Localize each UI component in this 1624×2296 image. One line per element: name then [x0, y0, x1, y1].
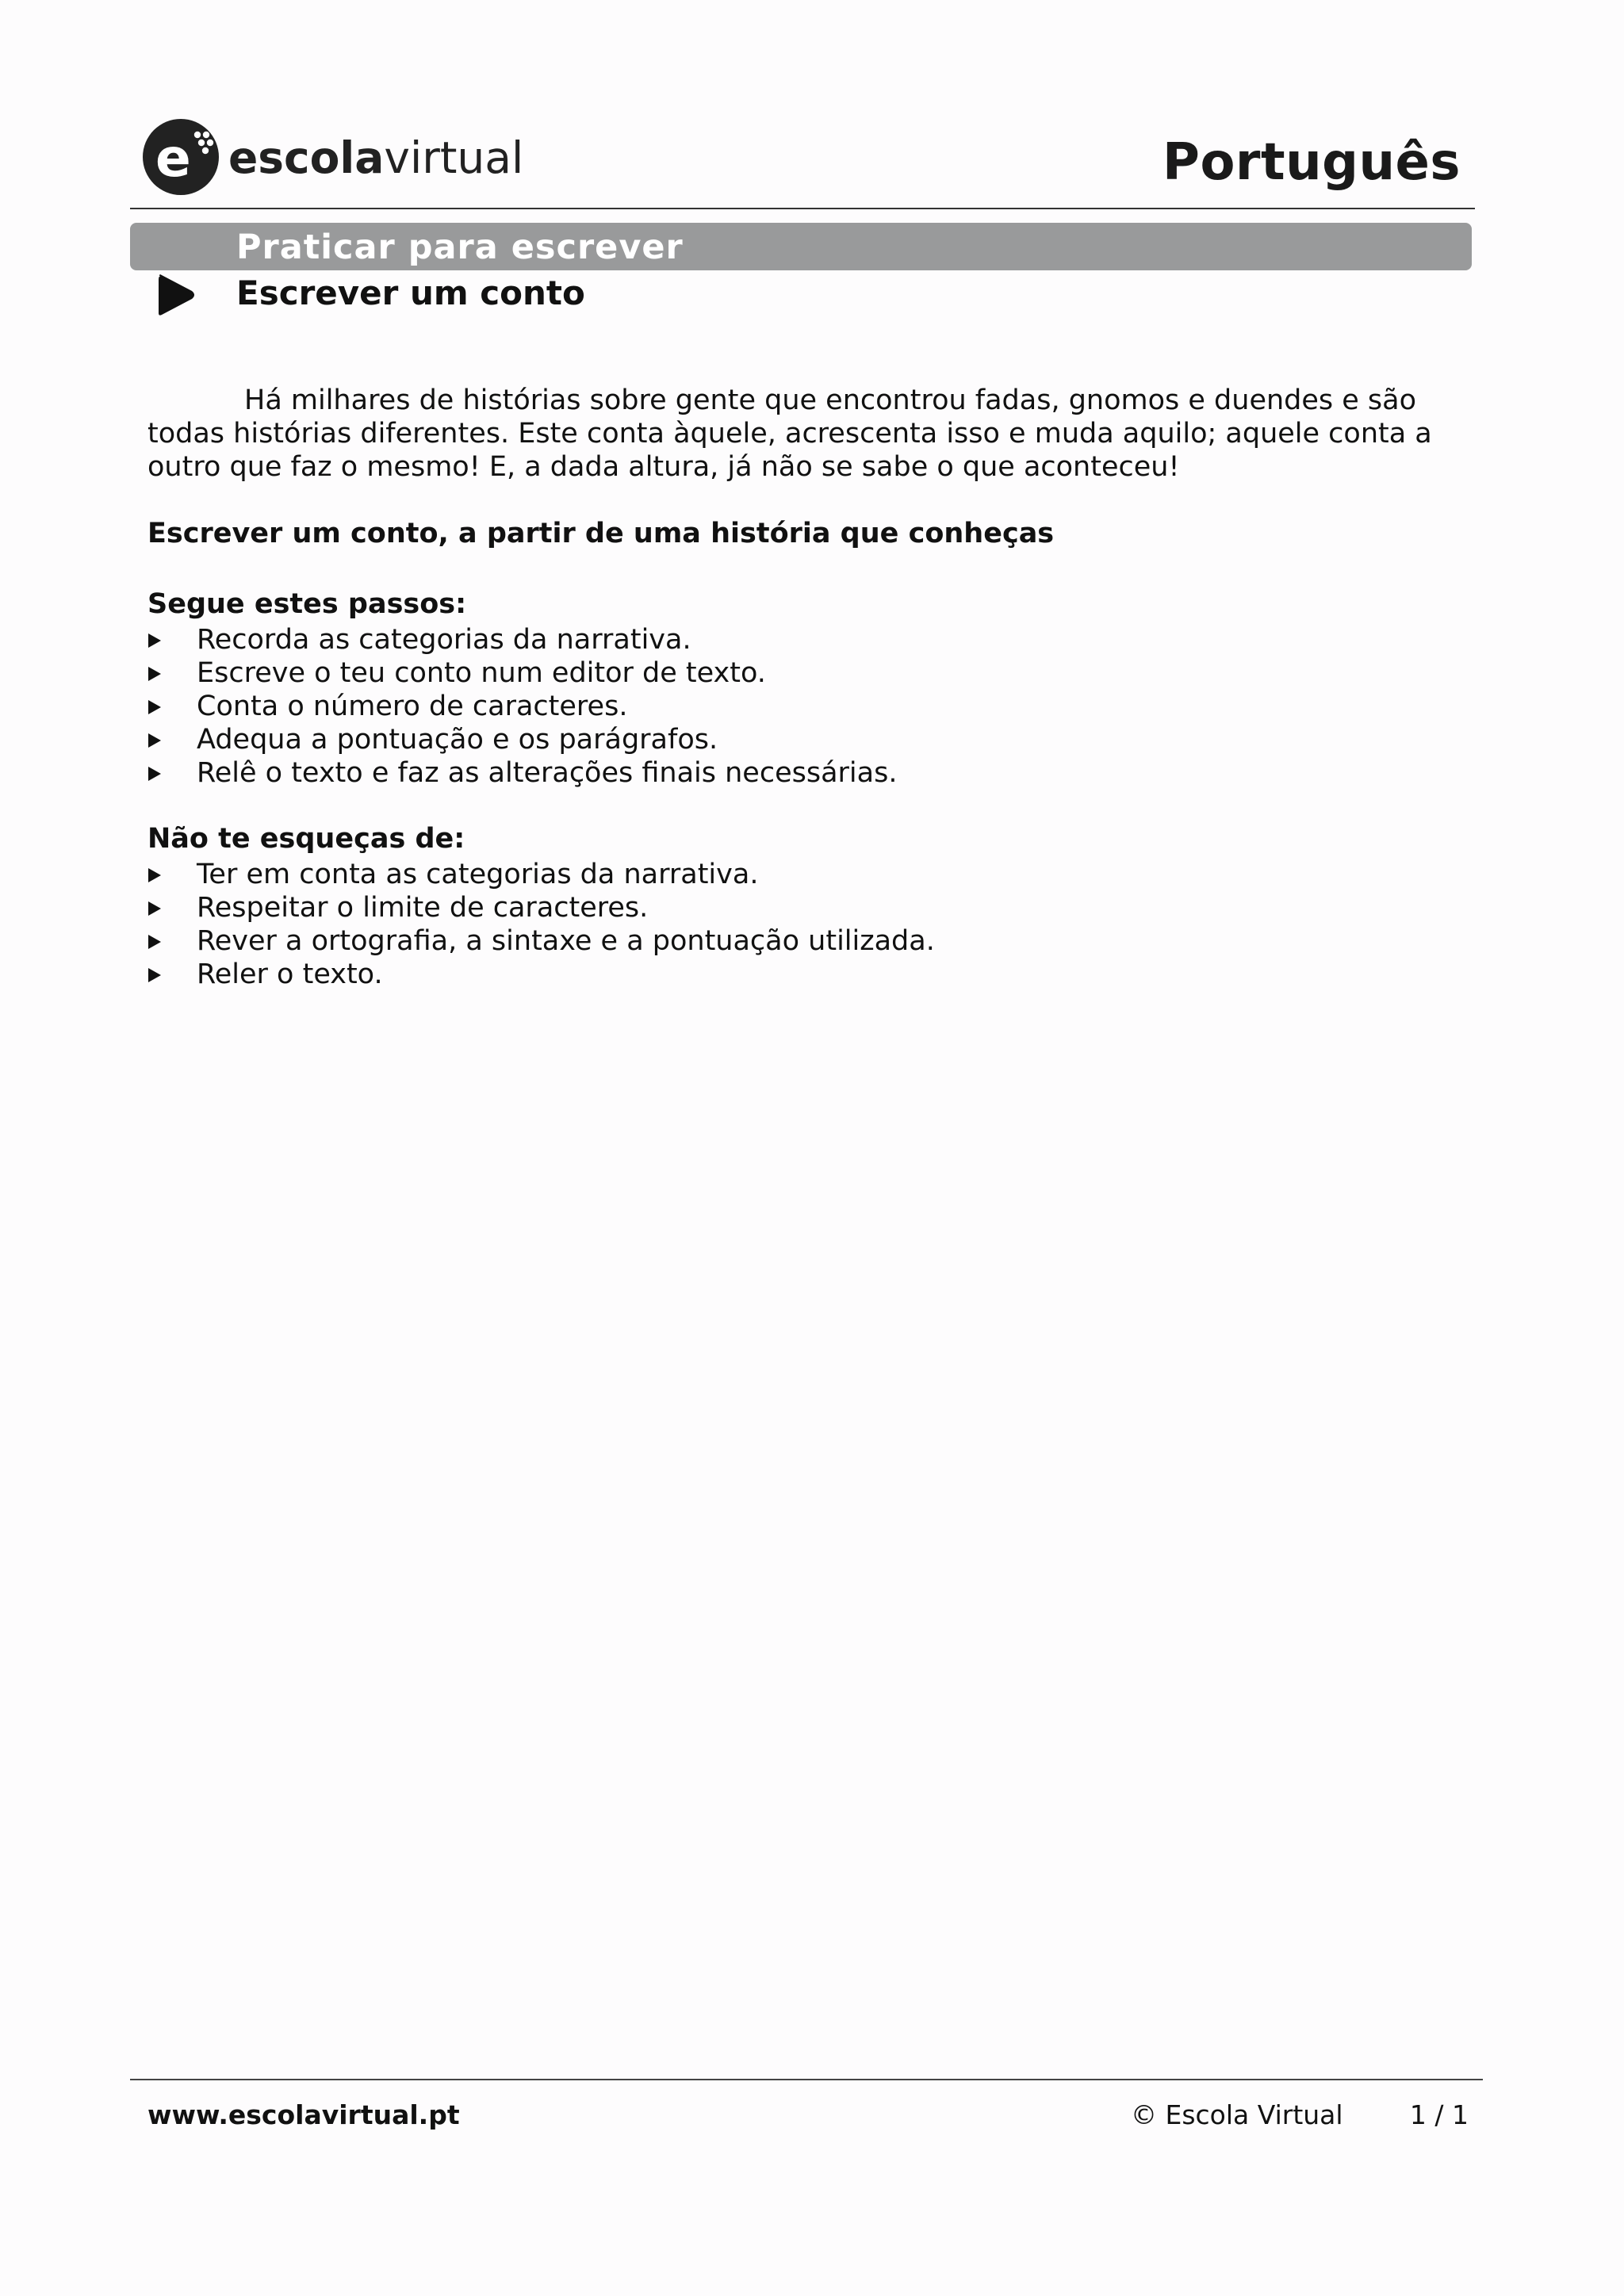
footer-copyright: © Escola Virtual: [1131, 2099, 1343, 2130]
svg-text:escolavirtual: escolavirtual: [228, 132, 524, 183]
reminders-list: [147, 858, 935, 991]
header-divider: [130, 208, 1475, 209]
bullet-arrow-icon: [147, 934, 162, 950]
reminders-heading: Não te esqueças de:: [147, 823, 465, 855]
escolavirtual-logo: [141, 116, 524, 198]
bullet-arrow-icon: [147, 666, 162, 682]
list-item: Adequa a pontuação e os parágrafos.: [147, 723, 897, 756]
bullet-arrow-icon: [147, 633, 162, 649]
list-item: Conta o número de caracteres.: [147, 690, 897, 723]
intro-paragraph: Há milhares de histórias sobre gente que encontrou fadas, gnomos e duendes e são todas histórias diferentes. Este conta àquele, acrescenta isso e muda aquilo; aquele conta a outro que faz o mesmo! E, a dada altura, já não se sabe o que aconteceu!: [147, 385, 1432, 483]
section-label: Praticar para escrever: [236, 228, 684, 267]
page-title: Escrever um conto: [236, 274, 585, 312]
list-item: Reler o texto.: [147, 958, 935, 991]
list-item: Escreve o teu conto num editor de texto.: [147, 656, 897, 690]
bullet-arrow-icon: [147, 733, 162, 748]
list-item: Recorda as categorias da narrativa.: [147, 623, 897, 656]
list-item: Rever a ortografia, a sintaxe e a pontuação utilizada.: [147, 924, 935, 958]
footer-divider: [130, 2079, 1483, 2080]
bullet-arrow-icon: [147, 901, 162, 916]
steps-heading: Segue estes passos:: [147, 588, 467, 620]
bullet-arrow-icon: [147, 867, 162, 883]
play-arrow-icon: [155, 274, 197, 316]
task-subtitle: Escrever um conto, a partir de uma história que conheças: [147, 518, 1055, 549]
list-item: Relê o texto e faz as alterações finais necessárias.: [147, 756, 897, 790]
list-item: Respeitar o limite de caracteres.: [147, 891, 935, 924]
steps-list: [147, 623, 897, 790]
page-number: 1 / 1: [1409, 2099, 1469, 2130]
svg-text:e: e: [155, 128, 191, 189]
subject-title: Português: [1162, 133, 1461, 192]
section-bar: [130, 223, 1472, 270]
steps-section: [147, 587, 897, 790]
footer-website-link[interactable]: www.escolavirtual.pt: [147, 2099, 460, 2130]
list-item: Ter em conta as categorias da narrativa.: [147, 858, 935, 891]
bullet-arrow-icon: [147, 766, 162, 782]
reminders-section: [147, 821, 935, 991]
bullet-arrow-icon: [147, 967, 162, 983]
bullet-arrow-icon: [147, 699, 162, 715]
